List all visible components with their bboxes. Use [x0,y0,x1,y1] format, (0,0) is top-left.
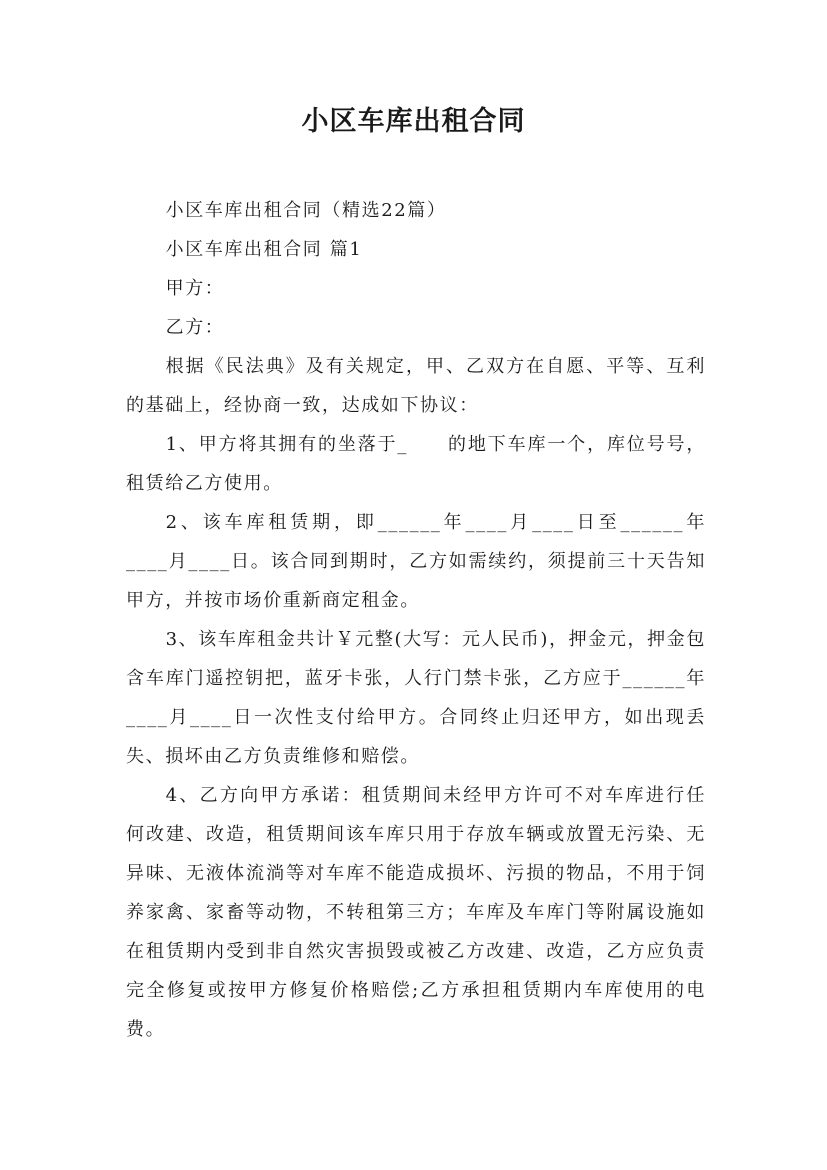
paragraph-clause-1: 1、甲方将其拥有的坐落于_ 的地下车库一个，库位号号，租赁给乙方使用。 [126,434,706,494]
paragraph-subtitle: 小区车库出租合同（精选22篇） [165,200,447,221]
paragraph-clause-3: 3、该车库租金共计￥元整(大写：元人民币)，押金元，押金包含车库门遥控钥把，蓝牙卡张，人行门禁卡张，乙方应于______年____月____日一次性支付给甲方。合同终止归还甲方，如出现丢失、损坏由乙方负责维修和赔偿。 [126,629,706,767]
document-body [126,191,706,1049]
document-title: 小区车库出租合同 [301,106,526,137]
paragraph-preamble: 根据《民法典》及有关规定，甲、乙双方在自愿、平等、互利的基础上，经协商一致，达成如下协议： [126,356,706,416]
paragraph-section-heading: 小区车库出租合同 篇1 [165,239,363,260]
paragraph-party-b: 乙方： [165,317,225,338]
paragraph-party-a: 甲方： [165,278,225,299]
paragraph-clause-4: 4、乙方向甲方承诺：租赁期间未经甲方许可不对车库进行任何改建、改造，租赁期间该车库只用于存放车辆或放置无污染、无异味、无液体流淌等对车库不能造成损坏、污损的物品，不用于饲养家禽、家畜等动物，不转租第三方；车库及车库门等附属设施如在租赁期内受到非自然灾害损毁或被乙方改建、改造，乙方应负责完全修复或按甲方修复价格赔偿;乙方承担租赁期内车库使用的电费。 [126,785,706,1040]
paragraph-clause-2: 2、该车库租赁期，即______年____月____日至______年____月____日。该合同到期时，乙方如需续约，须提前三十天告知甲方，并按市场价重新商定租金。 [126,512,706,611]
